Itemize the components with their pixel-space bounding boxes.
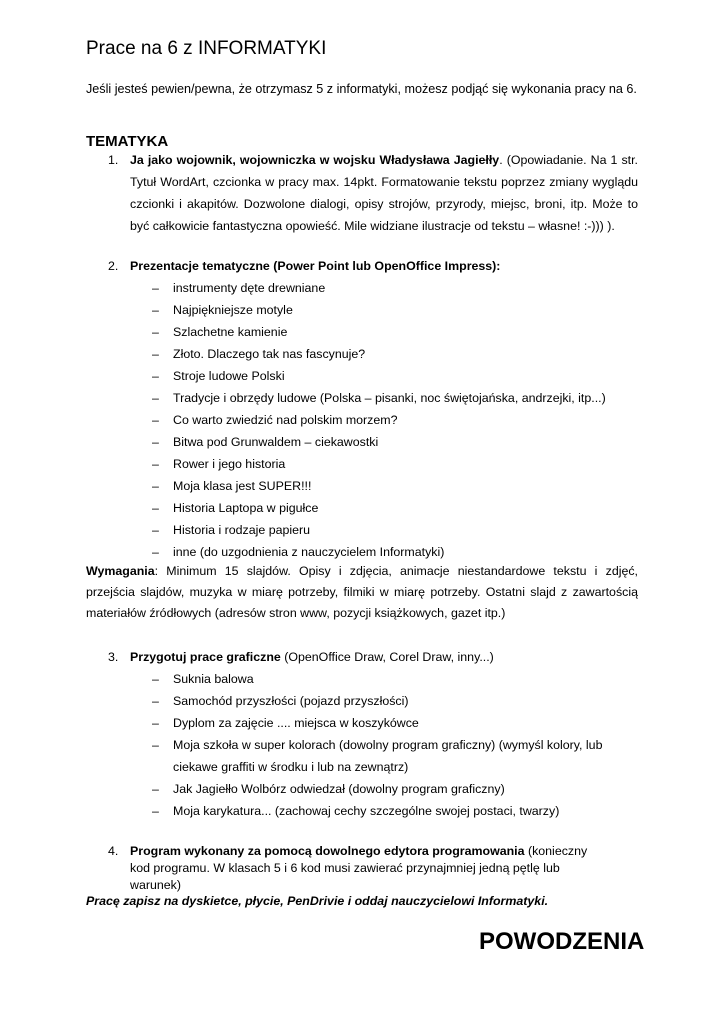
dash-icon: – [152, 479, 159, 493]
dash-icon: – [152, 738, 159, 752]
list-item: – Stroje ludowe Polski [152, 365, 606, 387]
item-2-bold: Prezentacje tematyczne (Power Point lub OpenOffice Impress): [130, 259, 501, 273]
footer-note: Pracę zapisz na dyskietce, płycie, PenDrivie i oddaj nauczycielowi Informatyki. [86, 894, 549, 908]
list-item: – Samochód przyszłości (pojazd przyszłości) [152, 690, 632, 712]
dash-icon: – [152, 782, 159, 796]
dash-icon: – [152, 303, 159, 317]
dash-icon: – [152, 716, 159, 730]
dash-icon: – [152, 804, 159, 818]
list-item: – inne (do uzgodnienia z nauczycielem Informatyki) [152, 541, 606, 563]
item-4-bold: Program wykonany za pomocą dowolnego edytora programowania [130, 844, 525, 858]
item-2-bullet-list [152, 277, 606, 563]
list-item: – Historia Laptopa w pigułce [152, 497, 606, 519]
list-item: – Historia i rodzaje papieru [152, 519, 606, 541]
item-4-description: (konieczny kod programu. W klasach 5 i 6 kod musi zawierać przynajmniej jedną pętlę lub warunek) [130, 844, 588, 892]
requirements-text: : Minimum 15 slajdów. Opisy i zdjęcia, animacje niestandardowe tekstu i zdjęć, przejścia slajdów, muzyka w miarę potrzeby, filmiki w miarę potrzeby. Ostatni slajd z zawartością materiałów źródłowych (adresów stron www, pozycji książkowych, gazet itp.) [86, 564, 638, 620]
list-item: – Bitwa pod Grunwaldem – ciekawostki [152, 431, 606, 453]
dash-icon: – [152, 457, 159, 471]
requirements-paragraph [86, 561, 638, 624]
item-4-text [130, 843, 600, 894]
item-1-number: 1. [108, 153, 119, 167]
dash-icon: – [152, 347, 159, 361]
section-heading: TEMATYKA [86, 133, 169, 150]
list-item: – Moja karykatura... (zachowaj cechy szczególne swojej postaci, twarzy) [152, 800, 632, 822]
item-3-bullet-list [152, 668, 632, 822]
item-3-description: (OpenOffice Draw, Corel Draw, inny...) [280, 650, 494, 664]
list-item: – Co warto zwiedzić nad polskim morzem? [152, 409, 606, 431]
dash-icon: – [152, 523, 159, 537]
list-item: – Najpiękniejsze motyle [152, 299, 606, 321]
list-item: – Tradycje i obrzędy ludowe (Polska – pisanki, noc świętojańska, andrzejki, itp...) [152, 387, 606, 409]
dash-icon: – [152, 281, 159, 295]
item-3-bold: Przygotuj prace graficzne [130, 650, 281, 664]
list-item: – Złoto. Dlaczego tak nas fascynuje? [152, 343, 606, 365]
list-item: – Rower i jego historia [152, 453, 606, 475]
item-4-number: 4. [108, 844, 119, 858]
list-item: – Suknia balowa [152, 668, 632, 690]
list-item: – instrumenty dęte drewniane [152, 277, 606, 299]
dash-icon: – [152, 369, 159, 383]
dash-icon: – [152, 501, 159, 515]
item-1-description: . (Opowiadanie. Na 1 str. Tytuł WordArt, czcionka w pracy max. 14pkt. Formatowanie tekstu poprzez zmiany wyglądu czcionki i akapitów. Dozwolone dialogi, opisy strojów, przyrody, miejsc, broni, itp. Może to być całkowicie fantastyczna opowieść. Mile widziane ilustracje od tekstu – własne! :-))) ). [130, 153, 638, 233]
dash-icon: – [152, 694, 159, 708]
dash-icon: – [152, 672, 159, 686]
requirements-label: Wymagania [86, 564, 155, 578]
item-3-text [130, 647, 638, 667]
item-2-number: 2. [108, 259, 119, 273]
item-3-number: 3. [108, 650, 119, 664]
page-title: Prace na 6 z INFORMATYKI [86, 38, 327, 59]
dash-icon: – [152, 435, 159, 449]
dash-icon: – [152, 325, 159, 339]
closing-text: POWODZENIA [479, 928, 645, 955]
list-item: – Moja szkoła w super kolorach (dowolny program graficzny) (wymyśl kolory, lub ciekawe graffiti w środku i lub na zewnątrz) [152, 734, 632, 778]
intro-paragraph: Jeśli jesteś pewien/pewna, że otrzymasz 5 z informatyki, możesz podjąć się wykonania pracy na 6. [86, 82, 637, 96]
item-1-bold: Ja jako wojownik, wojowniczka w wojsku Władysława Jagiełły [130, 153, 500, 167]
item-2-text [130, 256, 638, 276]
item-1-text [130, 149, 638, 237]
dash-icon: – [152, 413, 159, 427]
list-item: – Szlachetne kamienie [152, 321, 606, 343]
list-item: – Dyplom za zajęcie .... miejsca w koszykówce [152, 712, 632, 734]
dash-icon: – [152, 545, 159, 559]
dash-icon: – [152, 391, 159, 405]
list-item: – Jak Jagiełło Wolbórz odwiedzał (dowolny program graficzny) [152, 778, 632, 800]
list-item: – Moja klasa jest SUPER!!! [152, 475, 606, 497]
